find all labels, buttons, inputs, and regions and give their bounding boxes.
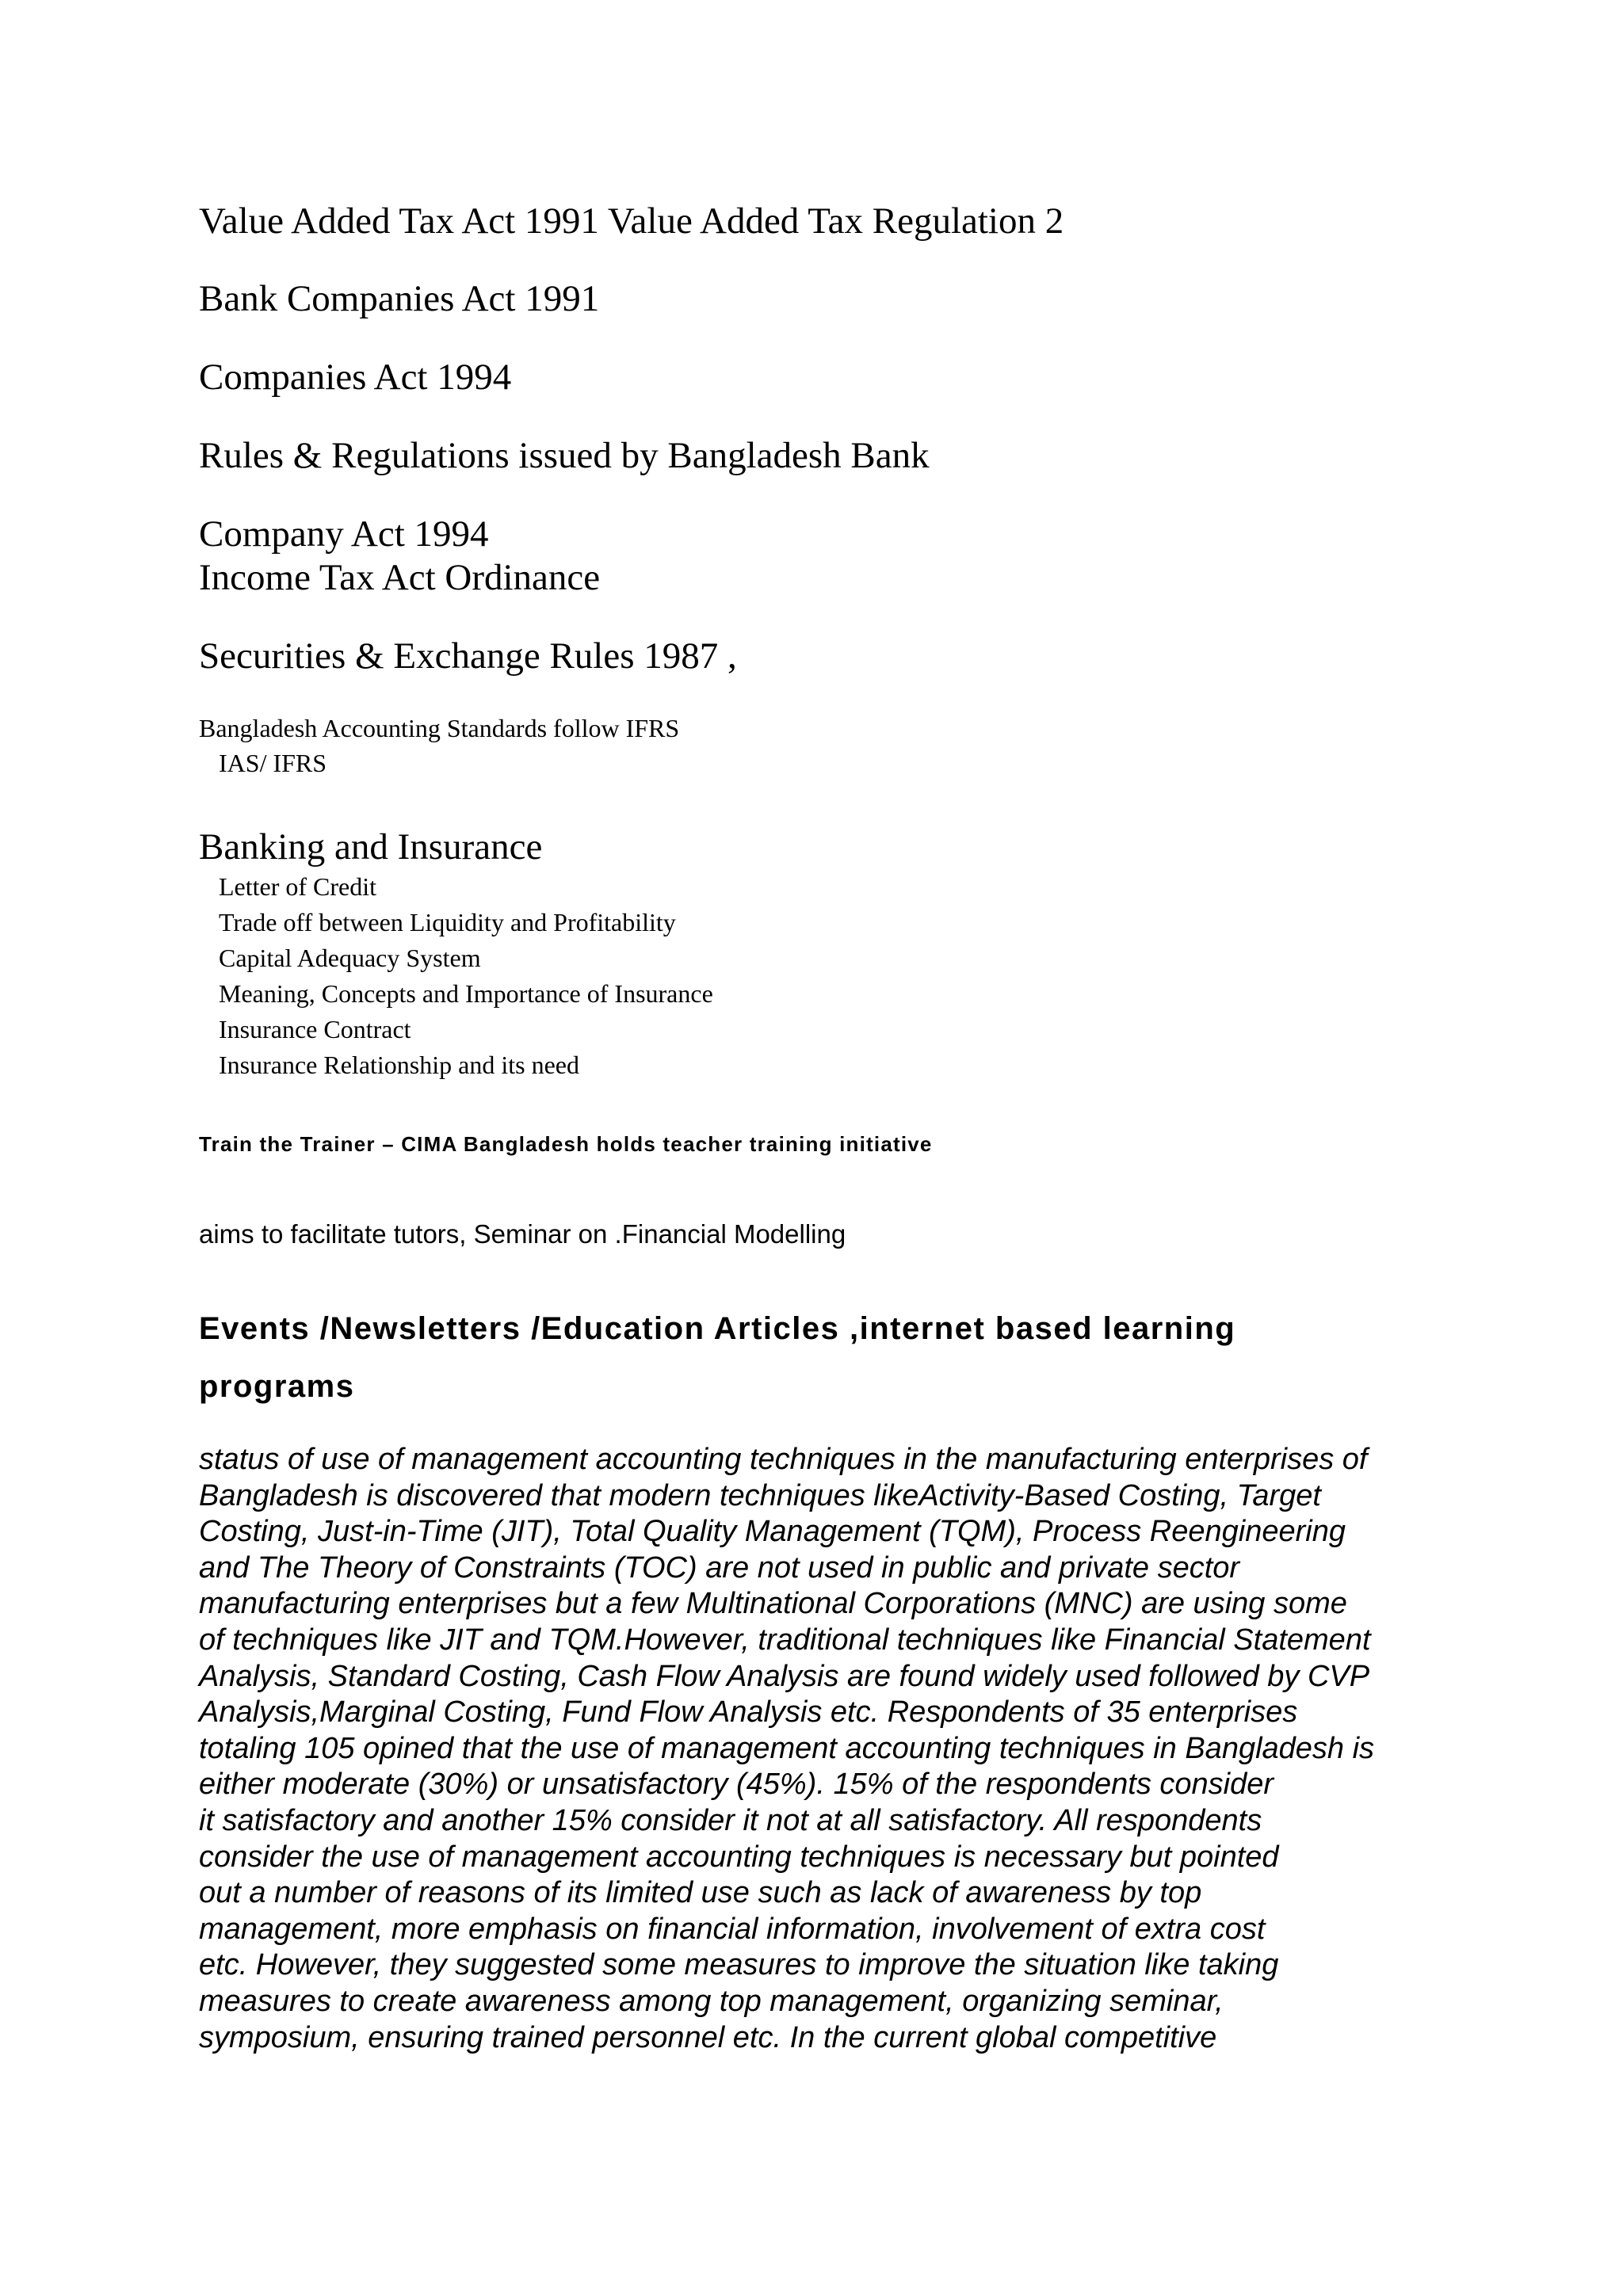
law-vat-act: Value Added Tax Act 1991 Value Added Tax Regulation 2 xyxy=(199,200,1064,242)
management-accounting-paragraph xyxy=(199,1442,1514,2056)
paragraph-line: management, more emphasis on financial information, involvement of extra cost xyxy=(199,1912,1266,1946)
paragraph-line: manufacturing enterprises but a few Multinational Corporations (MNC) are using some xyxy=(199,1587,1347,1621)
law-securities-rules: Securities & Exchange Rules 1987 , xyxy=(199,635,737,677)
paragraph-line: Bangladesh is discovered that modern techniques likeActivity-Based Costing, Target xyxy=(199,1478,1321,1512)
train-the-trainer-title: Train the Trainer – CIMA Bangladesh holds teacher training initiative xyxy=(199,1132,933,1156)
law-bank-companies-act: Bank Companies Act 1991 xyxy=(199,278,600,319)
banking-item: Insurance Contract xyxy=(219,1015,411,1043)
banking-item: Capital Adequacy System xyxy=(219,944,481,972)
paragraph-line: out a number of reasons of its limited use such as lack of awareness by top xyxy=(199,1876,1202,1910)
paragraph-line: consider the use of management accounting techniques is necessary but pointed xyxy=(199,1840,1279,1874)
paragraph-line: Analysis,Marginal Costing, Fund Flow Analysis etc. Respondents of 35 enterprises xyxy=(199,1695,1298,1730)
law-companies-act: Companies Act 1994 xyxy=(199,357,512,398)
banking-item: Meaning, Concepts and Importance of Insurance xyxy=(219,979,713,1008)
paragraph-line: and The Theory of Constraints (TOC) are not used in public and private sector xyxy=(199,1550,1240,1585)
paragraph-line: status of use of management accounting techniques in the manufacturing enterprises of xyxy=(199,1443,1368,1476)
paragraph-line: symposium, ensuring trained personnel etc. In the current global competitive xyxy=(199,2020,1217,2054)
paragraph-line: it satisfactory and another 15% consider it not at all satisfactory. All respondents xyxy=(199,1803,1262,1837)
events-heading-line2: programs xyxy=(199,1369,355,1404)
paragraph-line: etc. However, they suggested some measures to improve the situation like taking xyxy=(199,1948,1279,1982)
paragraph-line: Analysis, Standard Costing, Cash Flow Analysis are found widely used followed by CVP xyxy=(199,1659,1370,1693)
banking-item: Letter of Credit xyxy=(219,872,377,901)
law-company-act: Company Act 1994 xyxy=(199,513,489,555)
banking-insurance-heading: Banking and Insurance xyxy=(199,826,543,868)
paragraph-line: of techniques like JIT and TQM.However, traditional techniques like Financial Statement xyxy=(199,1623,1371,1657)
aims-line: aims to facilitate tutors, Seminar on .Financial Modelling xyxy=(199,1219,846,1249)
banking-item: Trade off between Liquidity and Profitability xyxy=(219,908,676,936)
events-heading-line1: Events /Newsletters /Education Articles ,internet based learning xyxy=(199,1311,1236,1346)
paragraph-line: either moderate (30%) or unsatisfactory (45%). 15% of the respondents consider xyxy=(199,1768,1274,1802)
paragraph-line: Costing, Just-in-Time (JIT), Total Quality Management (TQM), Process Reengineering xyxy=(199,1515,1346,1549)
banking-item: Insurance Relationship and its need xyxy=(219,1051,579,1079)
accounting-standards-line: Bangladesh Accounting Standards follow IFRS xyxy=(199,714,680,742)
ias-ifrs-line: IAS/ IFRS xyxy=(219,749,327,777)
paragraph-line: measures to create awareness among top management, organizing seminar, xyxy=(199,1984,1224,2018)
paragraph-line: totaling 105 opined that the use of management accounting techniques in Bangladesh is xyxy=(199,1731,1375,1765)
law-income-tax: Income Tax Act Ordinance xyxy=(199,557,601,598)
law-bangladesh-bank-rules: Rules & Regulations issued by Bangladesh Bank xyxy=(199,435,930,476)
